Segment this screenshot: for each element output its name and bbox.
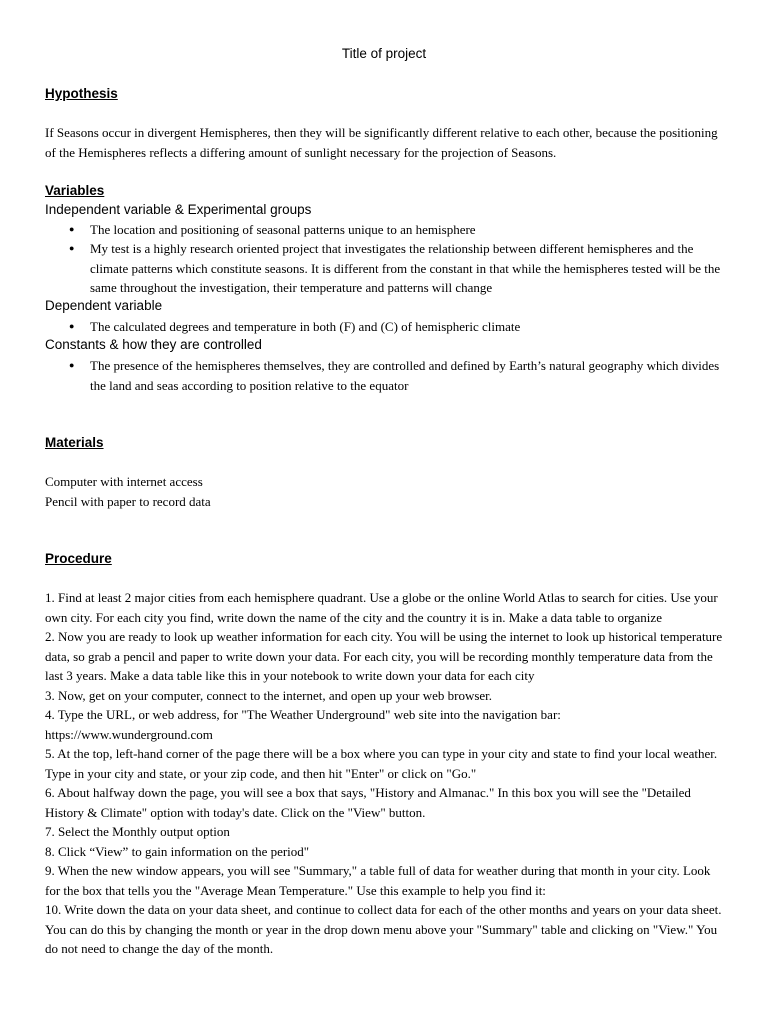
- procedure-heading: Procedure: [45, 551, 112, 566]
- hypothesis-text: If Seasons occur in divergent Hemispheres, then they will be significantly different relative to each other, because the positioning of the Hemispheres reflects a differing amount of sunlight necessary for the projection of Seasons.: [45, 125, 718, 160]
- procedure-step: 10. Write down the data on your data sheet, and continue to collect data for each of the other months and years on your data sheet. You can do this by changing the month or year in the drop down menu above your "Summary" table and clicking on "View." You do not need to change the day of the month.: [45, 902, 722, 956]
- bullet-item: [69, 317, 724, 337]
- procedure-step: 4. Type the URL, or web address, for "The Weather Underground" web site into the navigation bar: https://www.wunderground.com: [45, 707, 561, 742]
- procedure-step: 2. Now you are ready to look up weather information for each city. You will be using the internet to look up historical temperature data, so grab a pencil and paper to write down your data. For each city, you will be recording monthly temperature data from the last 3 years. Make a data table like this in your notebook to write down your data for each city: [45, 629, 723, 683]
- procedure-step: 5. At the top, left-hand corner of the page there will be a box where you can type in your city and state to find your local weather. Type in your city and state, or your zip code, and then hit "Enter" or click on "Go.": [45, 746, 718, 781]
- bullet-icon: ●: [69, 321, 75, 331]
- procedure-step: 1. Find at least 2 major cities from each hemisphere quadrant. Use a globe or the online World Atlas to search for cities. Use your own city. For each city you find, write down the name of the city and the country it is in. Make a data table to organize: [45, 590, 718, 625]
- bullet-item: [69, 239, 724, 298]
- procedure-step: 6. About halfway down the page, you will see a box that says, "History and Almanac." In this box you will see the "Detailed History & Climate" option with today's date. Click on the "View" button.: [45, 785, 691, 820]
- material-item: Pencil with paper to record data: [45, 493, 211, 509]
- variables-heading: Variables: [45, 183, 105, 198]
- hypothesis-heading: Hypothesis: [45, 86, 118, 101]
- bullet-item: [69, 356, 724, 395]
- procedure-step: 8. Click “View” to gain information on the period": [45, 843, 310, 859]
- bullet-text: The presence of the hemispheres themselves, they are controlled and defined by Earth’s natural geography which divides the land and seas according to position relative to the equator: [90, 358, 720, 393]
- page-title: Title of project: [341, 46, 427, 61]
- procedure-steps: [45, 588, 725, 959]
- materials-list: [45, 472, 725, 511]
- bullet-text: My test is a highly research oriented project that investigates the relationship between different hemispheres and the climate patterns which constitute seasons. It is different from the constant in that while the hemispheres tested will be the same throughout the investigation, their temperature and patterns will change: [90, 241, 721, 295]
- bullet-icon: ●: [69, 243, 75, 253]
- procedure-step: 7. Select the Monthly output option: [45, 824, 230, 839]
- constants-label: Constants & how they are controlled: [45, 337, 262, 352]
- bullet-icon: ●: [69, 360, 75, 370]
- independent-variable-label: Independent variable & Experimental groups: [45, 202, 312, 217]
- materials-heading: Materials: [45, 435, 104, 450]
- dependent-variable-label: Dependent variable: [45, 298, 163, 313]
- procedure-step: 3. Now, get on your computer, connect to the internet, and open up your web browser.: [45, 687, 493, 703]
- bullet-text: The location and positioning of seasonal patterns unique to an hemisphere: [90, 222, 476, 237]
- material-item: Computer with internet access: [45, 474, 203, 489]
- bullet-icon: ●: [69, 224, 75, 234]
- bullet-item: [69, 220, 724, 240]
- procedure-step: 9. When the new window appears, you will see "Summary," a table full of data for weather during that month in your city. Look for the box that tells you the "Average Mean Temperature." Use this example to help you find it:: [45, 863, 711, 898]
- bullet-text: The calculated degrees and temperature in both (F) and (C) of hemispheric climate: [90, 319, 521, 334]
